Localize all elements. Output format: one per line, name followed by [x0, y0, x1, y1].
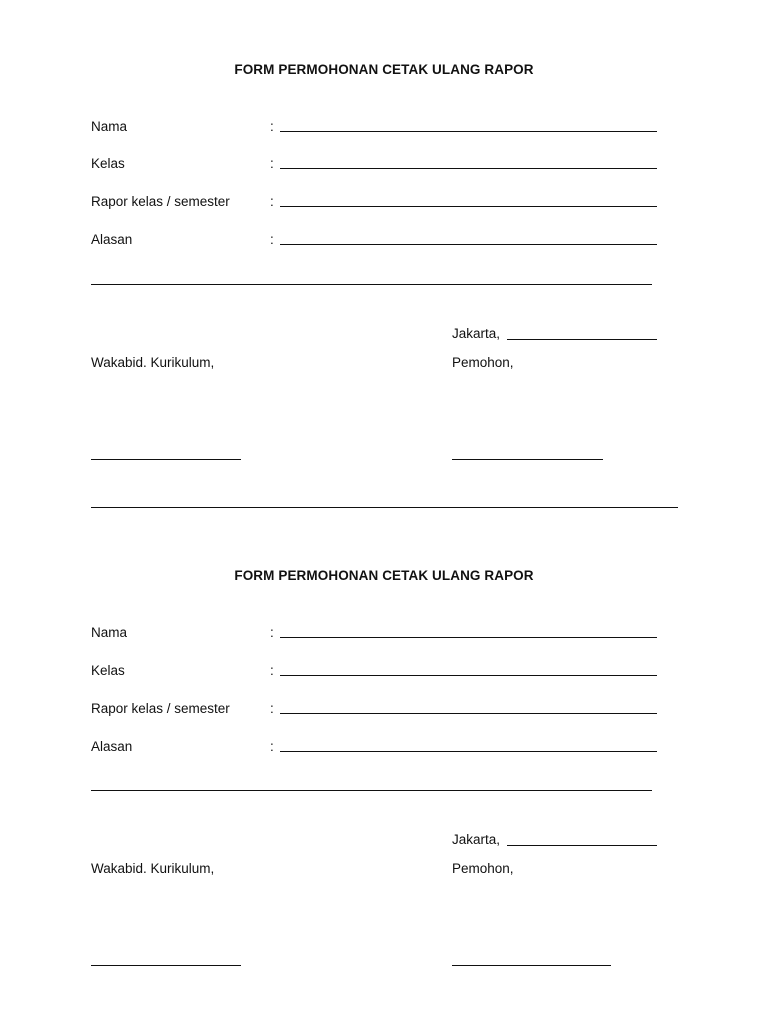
nama-blank-line[interactable] — [280, 637, 657, 638]
alasan-continuation-line[interactable] — [91, 284, 652, 285]
right-signer-label: Pemohon, — [452, 355, 514, 370]
rapor-blank-line[interactable] — [280, 206, 657, 207]
left-signature-line[interactable] — [91, 965, 241, 966]
field-label-nama: Nama — [91, 119, 128, 134]
right-signature-line[interactable] — [452, 965, 611, 966]
date-blank-line[interactable] — [507, 339, 657, 340]
kelas-blank-line[interactable] — [280, 675, 657, 676]
left-signature-line[interactable] — [91, 459, 241, 460]
field-colon: : — [270, 739, 274, 754]
field-colon: : — [270, 625, 274, 640]
alasan-continuation-line[interactable] — [91, 790, 652, 791]
field-colon: : — [270, 119, 274, 134]
left-signer-label: Wakabid. Kurikulum, — [91, 355, 215, 370]
reprint-request-form-2 — [0, 506, 768, 986]
nama-blank-line[interactable] — [280, 131, 657, 132]
field-colon: : — [270, 701, 274, 716]
place-date-label: Jakarta, — [452, 326, 501, 341]
field-label-rapor: Rapor kelas / semester — [91, 194, 230, 209]
place-date-label: Jakarta, — [452, 832, 501, 847]
field-colon: : — [270, 232, 274, 247]
right-signature-line[interactable] — [452, 459, 603, 460]
form-title: FORM PERMOHONAN CETAK ULANG RAPOR — [234, 568, 534, 583]
kelas-blank-line[interactable] — [280, 168, 657, 169]
field-colon: : — [270, 156, 274, 171]
right-signer-label: Pemohon, — [452, 861, 514, 876]
alasan-blank-line[interactable] — [280, 244, 657, 245]
date-blank-line[interactable] — [507, 845, 657, 846]
left-signer-label: Wakabid. Kurikulum, — [91, 861, 215, 876]
field-label-kelas: Kelas — [91, 156, 125, 171]
field-colon: : — [270, 194, 274, 209]
field-label-kelas: Kelas — [91, 663, 125, 678]
field-label-alasan: Alasan — [91, 739, 133, 754]
field-colon: : — [270, 663, 274, 678]
form-title: FORM PERMOHONAN CETAK ULANG RAPOR — [234, 62, 534, 77]
alasan-blank-line[interactable] — [280, 751, 657, 752]
field-label-alasan: Alasan — [91, 232, 133, 247]
reprint-request-form-1 — [0, 0, 768, 480]
field-label-nama: Nama — [91, 625, 128, 640]
field-label-rapor: Rapor kelas / semester — [91, 701, 230, 716]
rapor-blank-line[interactable] — [280, 713, 657, 714]
